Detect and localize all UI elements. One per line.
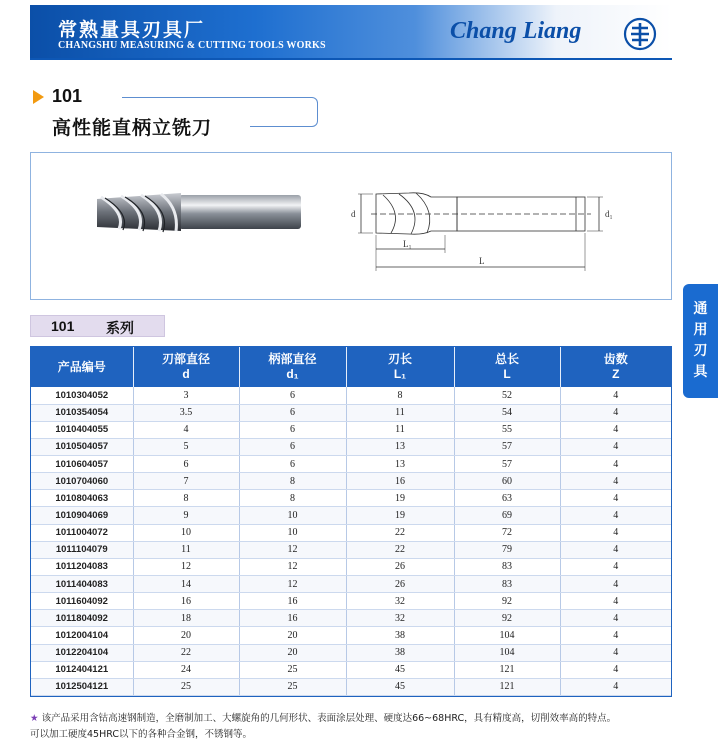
table-row — [31, 490, 671, 507]
table-cell: 38 — [346, 644, 454, 661]
table-cell: 45 — [346, 678, 454, 695]
product-illustration — [31, 153, 671, 299]
table-cell: 72 — [454, 524, 560, 541]
table-cell: 45 — [346, 661, 454, 678]
table-row — [31, 438, 671, 455]
dim-l-label: L — [479, 256, 485, 266]
table-cell: 121 — [454, 678, 560, 695]
table-cell: 26 — [346, 576, 454, 593]
table-cell: 14 — [133, 576, 239, 593]
table-cell: 4 — [560, 438, 671, 455]
table-body — [31, 387, 671, 696]
table-cell: 12 — [239, 541, 346, 558]
table-row — [31, 541, 671, 558]
product-note — [30, 711, 690, 743]
table-cell: 92 — [454, 593, 560, 610]
table-cell: 32 — [346, 593, 454, 610]
product-number-cell: 1011104079 — [31, 541, 133, 558]
product-number-cell: 1010354054 — [31, 404, 133, 421]
table-cell: 57 — [454, 438, 560, 455]
table-row — [31, 456, 671, 473]
spec-table — [30, 346, 672, 697]
table-row — [31, 387, 671, 404]
table-cell: 104 — [454, 644, 560, 661]
table-row — [31, 576, 671, 593]
table-cell: 4 — [560, 456, 671, 473]
product-number-cell: 1012204104 — [31, 644, 133, 661]
table-cell: 25 — [239, 678, 346, 695]
table-cell: 4 — [560, 661, 671, 678]
table-cell: 10 — [133, 524, 239, 541]
table-cell: 16 — [239, 610, 346, 627]
product-number-cell: 1010704060 — [31, 473, 133, 490]
product-number-cell: 1012404121 — [31, 661, 133, 678]
table-cell: 20 — [239, 627, 346, 644]
table-row — [31, 627, 671, 644]
column-header: 产品编号 — [31, 347, 133, 387]
table-row — [31, 473, 671, 490]
end-mill-photo — [97, 193, 301, 232]
dim-d-label: d — [351, 209, 356, 219]
column-header: 齿数 Z — [603, 352, 628, 381]
series-label — [30, 315, 165, 337]
product-number-cell: 1010804063 — [31, 490, 133, 507]
table-cell: 3 — [133, 387, 239, 404]
table-cell: 19 — [346, 490, 454, 507]
side-category-tab: 通 用 刃 具 — [683, 284, 718, 398]
table-cell: 20 — [133, 627, 239, 644]
table-cell: 22 — [346, 541, 454, 558]
note-line-1: 该产品采用含钴高速钢制造，全磨制加工、大螺旋角的几何形状、表面涂层处理、硬度达66~68HRC，具有精度高，切削效率高的特点。 — [41, 713, 617, 724]
table-cell: 22 — [346, 524, 454, 541]
product-number-cell: 1011604092 — [31, 593, 133, 610]
table-row — [31, 421, 671, 438]
table-cell: 11 — [133, 541, 239, 558]
table-cell: 5 — [133, 438, 239, 455]
table-cell: 16 — [346, 473, 454, 490]
company-name-en: CHANGSHU MEASURING & CUTTING TOOLS WORKS — [58, 40, 326, 51]
table-row — [31, 610, 671, 627]
table-cell: 57 — [454, 456, 560, 473]
product-number-cell: 1010904069 — [31, 507, 133, 524]
table-cell: 6 — [133, 456, 239, 473]
column-header: 刃长 L₁ — [346, 347, 454, 387]
product-number-cell: 1010604057 — [31, 456, 133, 473]
table-cell: 55 — [454, 421, 560, 438]
table-cell: 4 — [560, 558, 671, 575]
table-cell: 4 — [560, 678, 671, 695]
series-number: 101 — [51, 318, 75, 334]
table-cell: 4 — [560, 473, 671, 490]
table-row — [31, 593, 671, 610]
table-cell: 24 — [133, 661, 239, 678]
dim-d1-label: d₁ — [605, 209, 613, 219]
product-code: 101 — [52, 86, 83, 106]
table-cell: 4 — [560, 593, 671, 610]
table-cell: 4 — [560, 490, 671, 507]
table-cell: 83 — [454, 576, 560, 593]
table-cell: 60 — [454, 473, 560, 490]
table-row — [31, 558, 671, 575]
product-number-cell: 1011004072 — [31, 524, 133, 541]
table-row — [31, 507, 671, 524]
table-row — [31, 661, 671, 678]
table-cell: 9 — [133, 507, 239, 524]
table-cell: 104 — [454, 627, 560, 644]
table-cell: 12 — [133, 558, 239, 575]
product-image-panel — [30, 152, 672, 300]
table-cell: 6 — [239, 456, 346, 473]
table-cell: 38 — [346, 627, 454, 644]
table-cell: 19 — [346, 507, 454, 524]
table-cell: 20 — [239, 644, 346, 661]
table-cell: 4 — [560, 610, 671, 627]
table-cell: 12 — [239, 576, 346, 593]
table-cell: 83 — [454, 558, 560, 575]
table-row — [31, 404, 671, 421]
table-cell: 6 — [239, 421, 346, 438]
table-cell: 6 — [239, 438, 346, 455]
column-header: 总长 L — [454, 347, 560, 387]
table-cell: 25 — [239, 661, 346, 678]
table-row — [31, 678, 671, 695]
table-cell: 8 — [133, 490, 239, 507]
table-cell: 4 — [560, 421, 671, 438]
product-number-cell: 1011804092 — [31, 610, 133, 627]
table-cell: 25 — [133, 678, 239, 695]
product-number-cell: 1010504057 — [31, 438, 133, 455]
table-cell: 4 — [560, 627, 671, 644]
table-cell: 11 — [346, 421, 454, 438]
table-header-row — [31, 347, 671, 387]
table-cell: 121 — [454, 661, 560, 678]
note-line-2: 可以加工硬度45HRC以下的各种合金钢，不锈钢等。 — [30, 729, 252, 740]
table-cell: 7 — [133, 473, 239, 490]
table-cell: 3.5 — [133, 404, 239, 421]
table-cell: 4 — [560, 644, 671, 661]
column-header: 刃部直径 d — [133, 347, 239, 387]
table-cell: 54 — [454, 404, 560, 421]
table-cell: 4 — [560, 404, 671, 421]
product-name: 高性能直柄立铣刀 — [52, 117, 213, 139]
table-cell: 79 — [454, 541, 560, 558]
table-cell: 4 — [560, 507, 671, 524]
table-cell: 4 — [560, 524, 671, 541]
table-cell: 16 — [133, 593, 239, 610]
header-banner — [30, 5, 672, 60]
column-header: 柄部直径 d₁ — [239, 347, 346, 387]
company-name-cn: 常熟量具刃具厂 — [58, 19, 206, 41]
table-cell: 63 — [454, 490, 560, 507]
table-cell: 11 — [346, 404, 454, 421]
table-cell: 4 — [560, 387, 671, 404]
table-cell: 8 — [239, 473, 346, 490]
table-row — [31, 644, 671, 661]
table-cell: 10 — [239, 524, 346, 541]
table-cell: 52 — [454, 387, 560, 404]
product-number-cell: 1012504121 — [31, 678, 133, 695]
table-cell: 32 — [346, 610, 454, 627]
product-number-cell: 1010304052 — [31, 387, 133, 404]
series-text: 系列 — [106, 321, 134, 337]
table-cell: 26 — [346, 558, 454, 575]
table-cell: 12 — [239, 558, 346, 575]
star-icon: ★ — [30, 713, 39, 724]
table-cell: 13 — [346, 456, 454, 473]
table-cell: 8 — [239, 490, 346, 507]
product-number-cell: 1011204083 — [31, 558, 133, 575]
table-cell: 8 — [346, 387, 454, 404]
table-cell: 13 — [346, 438, 454, 455]
table-cell: 92 — [454, 610, 560, 627]
changliang-logo-icon — [623, 17, 657, 51]
table-cell: 4 — [133, 421, 239, 438]
product-number-cell: 1011404083 — [31, 576, 133, 593]
table-cell: 10 — [239, 507, 346, 524]
table-cell: 22 — [133, 644, 239, 661]
table-cell: 6 — [239, 387, 346, 404]
table-row — [31, 524, 671, 541]
table-cell: 16 — [239, 593, 346, 610]
table-cell: 18 — [133, 610, 239, 627]
table-cell: 69 — [454, 507, 560, 524]
product-number-cell: 1010404055 — [31, 421, 133, 438]
dim-l1-label: L₁ — [403, 239, 412, 249]
table-cell: 4 — [560, 541, 671, 558]
table-cell: 4 — [560, 576, 671, 593]
table-cell: 6 — [239, 404, 346, 421]
title-arrow-icon — [33, 90, 44, 104]
brand-name: Chang Liang — [450, 18, 582, 44]
product-number-cell: 1012004104 — [31, 627, 133, 644]
